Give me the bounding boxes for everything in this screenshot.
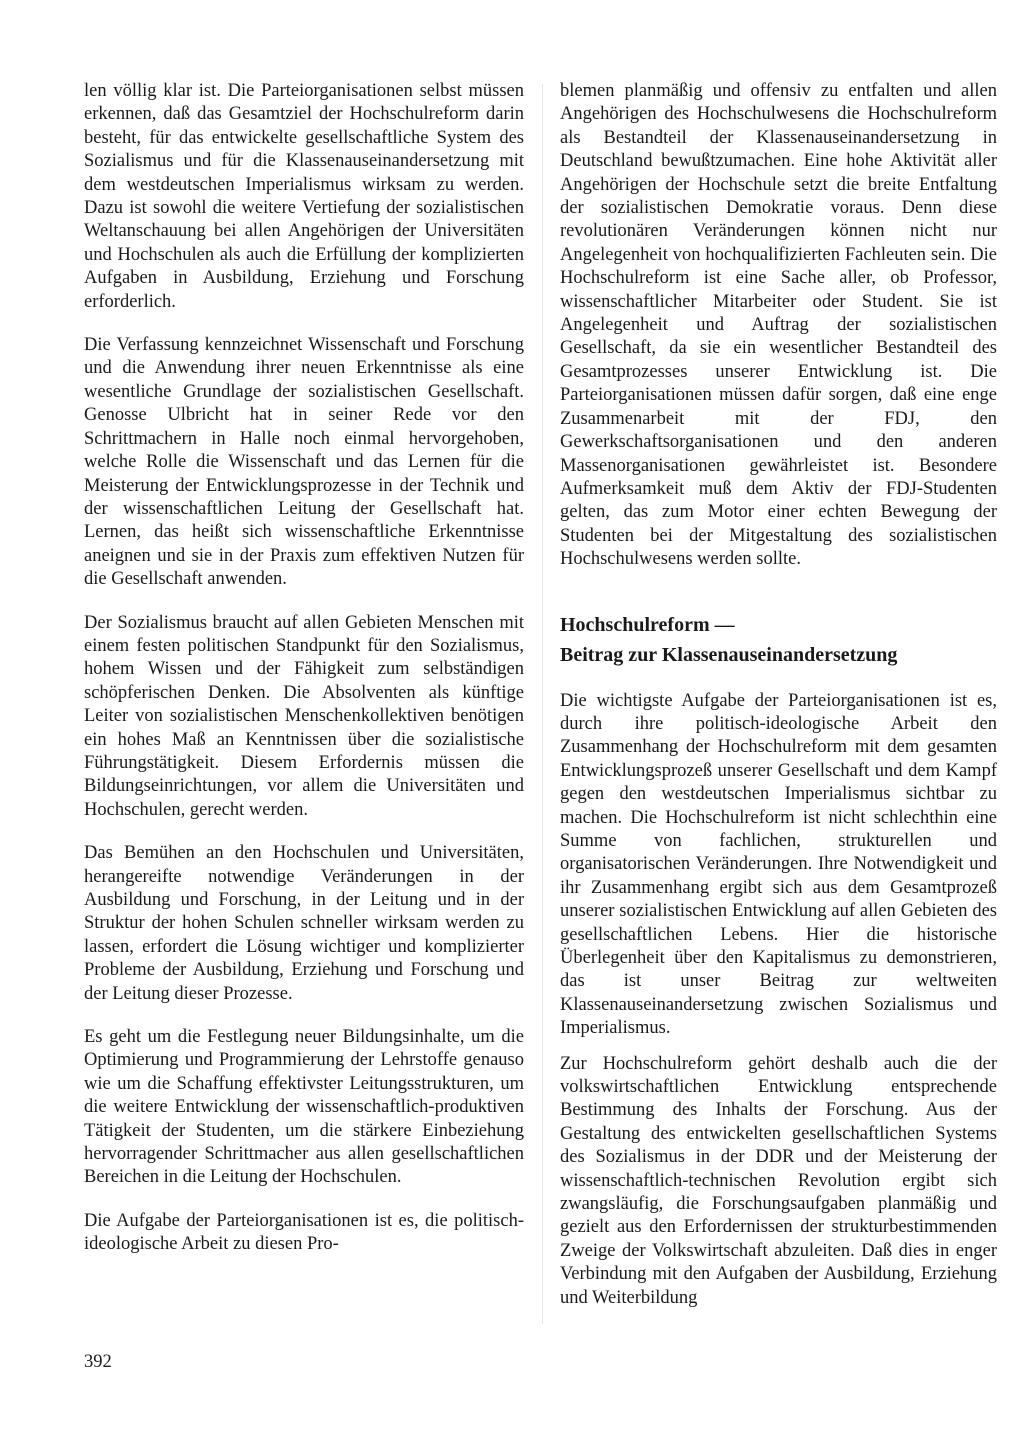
section-heading-line-1: Hochschulreform — (560, 613, 735, 636)
page-number: 392 (84, 1352, 112, 1372)
right-column (560, 80, 997, 1330)
paragraph: Zur Hochschulreform gehört deshalb auch die der volkswirtschaftlichen Entwicklung entsprechende Bestimmung des Inhalts der Forschung. Aus der Gestaltung des entwickelten gesellschaftlichen Systems des Sozialismus in der DDR und der Meisterung der wissenschaftlich-technischen Revolution ergibt sich zwangsläufig, die Forschungsaufgaben planmäßig und gezielt aus den Erfordernissen der strukturbestimmenden Zweige der Volkswirtschaft abzuleiten. Daß dies in enger Verbindung mit den Aufgaben der Ausbildung, Erziehung und Weiterbildung (560, 1053, 997, 1308)
paragraph: Die wichtigste Aufgabe der Parteiorganisationen ist es, durch ihre politisch-ideologische Arbeit den Zusammenhang der Hochschulreform mit dem gesamten Entwicklungsprozeß unserer Gesellschaft und dem Kampf gegen den westdeutschen Imperialismus sichtbar zu machen. Die Hochschulreform ist nicht schlechthin eine Summe von fachlichen, strukturellen und organisatorischen Veränderungen. Ihre Notwendigkeit und ihr Zusammenhang ergibt sich aus dem Gesamtprozeß unserer sozialistischen Entwicklung auf allen Gebieten des gesellschaftlichen Lebens. Hier die historische Überlegenheit über den Kapitalismus zu demonstrieren, das ist unser Beitrag zur weltweiten Klassenauseinandersetzung zwischen Sozialismus und Imperialismus. (560, 690, 997, 1039)
paragraph: Die Aufgabe der Parteiorganisationen ist es, die politisch-ideologische Arbeit zu diesen Pro- (84, 1210, 524, 1255)
section-heading (560, 610, 997, 670)
paragraph: Es geht um die Festlegung neuer Bildungsinhalte, um die Optimierung und Programmierung der Lehrstoffe genauso wie um die Schaffung effektivster Leitungsstrukturen, um die weitere Entwicklung der wissenschaftlich-produktiven Tätigkeit der Studenten, um die stärkere Einbeziehung hervorragender Schrittmacher aus allen gesellschaftlichen Bereichen in die Leitung der Hochschulen. (84, 1027, 524, 1188)
column-divider (542, 84, 543, 1324)
paragraph: Der Sozialismus braucht auf allen Gebieten Menschen mit einem festen politischen Standpunkt für den Sozialismus, hohem Wissen und der Fähigkeit zum selbständigen schöpferischen Denken. Die Absolventen als künftige Leiter von sozialistischen Menschenkollektiven benötigen ein hohes Maß an Kenntnissen über die sozialistische Führungstätigkeit. Diesem Erfordernis müssen die Bildungseinrichtungen, vor allem die Universitäten und Hochschulen, gerecht werden. (84, 612, 524, 820)
paragraph: Das Bemühen an den Hochschulen und Universitäten, herangereifte notwendige Veränderungen in der Ausbildung und Forschung, in der Leitung und in der Struktur der hohen Schulen schneller wirksam werden zu lassen, erfordert die Lösung wichtiger und komplizierter Probleme der Ausbildung, Erziehung und Forschung und der Leitung dieser Prozesse. (84, 843, 524, 1004)
paragraph: len völlig klar ist. Die Parteiorganisationen selbst müssen erkennen, daß das Gesamtziel der Hochschulreform darin besteht, für das entwickelte gesellschaftliche System des Sozialismus und für die Klassenauseinandersetzung mit dem westdeutschen Imperialismus wirksam zu werden. Dazu ist sowohl die weitere Vertiefung der sozialistischen Weltanschauung bei allen Angehörigen der Universitäten und Hochschulen als auch die Erfüllung der komplizierten Aufgaben in Ausbildung, Erziehung und Forschung erforderlich. (84, 81, 524, 312)
paragraph: Die Verfassung kennzeichnet Wissenschaft und Forschung und die Anwendung ihrer neuen Erkenntnisse als eine wesentliche Grundlage der sozialistischen Gesellschaft. Genosse Ulbricht hat in seiner Rede vor den Schrittmachern in Halle noch einmal hervorgehoben, welche Rolle die Wissenschaft und das Lernen für die Meisterung der Entwicklungsprozesse in der Technik und der wissenschaftlichen Leitung der Gesellschaft hat. Lernen, das heißt sich wissenschaftliche Erkenntnisse aneignen und sie in der Praxis zum effektiven Nutzen für die Gesellschaft anwenden. (84, 335, 524, 590)
paragraph: blemen planmäßig und offensiv zu entfalten und allen Angehörigen des Hochschulwesens die Hochschulreform als Bestandteil der Klassenauseinandersetzung in Deutschland bewußtzumachen. Eine hohe Aktivität aller Angehörigen der Hochschule setzt die breite Entfaltung der sozialistischen Demokratie voraus. Denn diese revolutionären Veränderungen können nicht nur Angelegenheit von hochqualifizierten Fachleuten sein. Die Hochschulreform ist eine Sache aller, ob Professor, wissenschaftlicher Mitarbeiter oder Student. Sie ist Angelegenheit und Auftrag der sozialistischen Gesellschaft, da sie ein wesentlicher Bestandteil des Gesamtprozesses unserer Entwicklung ist. Die Parteiorganisationen müssen dafür sorgen, daß eine enge Zusammenarbeit mit der FDJ, den Gewerkschaftsorganisationen und den anderen Massenorganisationen gewährleistet ist. Besondere Aufmerksamkeit muß dem Aktiv der FDJ-Studenten gelten, das zum Motor einer echten Bewegung der Studenten bei der Mitgestaltung des sozialistischen Hochschulwesens werden sollte. (560, 81, 997, 570)
section-heading-line-2: Beitrag zur Klassenauseinandersetzung (560, 643, 898, 666)
left-column (84, 80, 524, 1277)
